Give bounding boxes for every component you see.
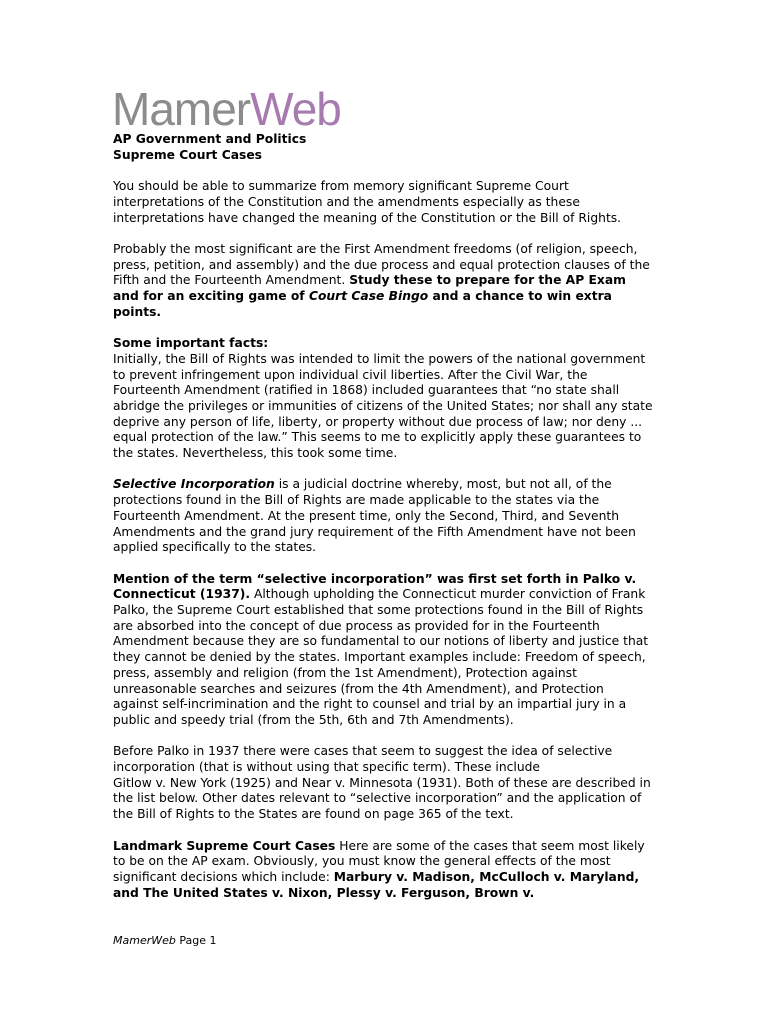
landmark-text: Here are some of the cases that seem most likely to be on the AP exam. Obviously, you must know the general effects of the most significant decisions which include: [113, 838, 645, 884]
title-line-2: Supreme Court Cases [113, 147, 263, 162]
selective-paragraph [113, 477, 653, 556]
court-case-bingo: Court Case Bingo [308, 289, 429, 303]
document-body [113, 132, 653, 901]
landmark-heading: Landmark Supreme Court Cases [113, 838, 336, 853]
palko-paragraph [113, 572, 653, 729]
document-title [113, 132, 653, 163]
footer-brand: MamerWeb [113, 934, 176, 947]
significant-bold-1: Study these to prepare for the AP Exam and for an exciting game of [113, 273, 626, 303]
before-text-1: Before Palko in 1937 there were cases that seem to suggest the idea of selective incorporation (that is without using that specific term). These include [113, 744, 613, 775]
facts-text: Initially, the Bill of Rights was intended to limit the powers of the national government to prevent infringement upon individual civil liberties. After the Civil War, the Fourteenth Amendment (ratified in 1868) included guarantees that “no state shall abridge the privileges or immunities of citizens of the United States; nor shall any state deprive any person of life, liberty, or property without due process of law; nor deny ... equal protection of the law.” This seems to me to explicitly apply these guarantees to the states. Nevertheless, this took some time. [113, 351, 653, 461]
selective-text: is a judicial doctrine whereby, most, but not all, of the protections found in the Bill of Rights are made applicable to the states via the Fourteenth Amendment. At the present time, only the Second, Third, and Seventh Amendments and the grand jury requirement of the Fifth Amendment have not been applied specifically to the states. [113, 477, 636, 555]
mamerweb-logo [112, 83, 341, 135]
significant-bold-2: and a chance to win extra points. [113, 289, 612, 319]
before-paragraph [113, 744, 653, 823]
palko-bold: Mention of the term “selective incorporation” was first set forth in Palko v. Connecticut (1937). [113, 571, 637, 602]
intro-paragraph: You should be able to summarize from memory significant Supreme Court interpretations of the Constitution and the amendments especially as these interpretations have changed the meaning of the Constitution or the Bill of Rights. [113, 179, 622, 225]
landmark-cases: Marbury v. Madison, McCulloch v. Maryland, and The United States v. Nixon, Plessy v. Ferguson, Brown v. [113, 869, 640, 900]
facts-heading: Some important facts: [113, 336, 269, 351]
logo-part-web: Web [250, 83, 341, 135]
landmark-paragraph [113, 839, 653, 902]
title-line-1: AP Government and Politics [113, 132, 307, 146]
significant-paragraph [113, 242, 653, 321]
logo-part-mamer: Mamer [112, 83, 251, 135]
before-text-2: Gitlow v. New York (1925) and Near v. Minnesota (1931). Both of these are described in the list below. Other dates relevant to “selective incorporation” and the application of the Bill of Rights to the States are found on page 365 of the text. [113, 775, 651, 822]
significant-text: Probably the most significant are the First Amendment freedoms (of religion, speech, press, petition, and assembly) and the due process and equal protection clauses of the Fifth and the Fourteenth Amendment. [113, 241, 650, 288]
selective-term: Selective Incorporation [113, 477, 275, 492]
palko-text: Although upholding the Connecticut murder conviction of Frank Palko, the Supreme Court established that some protections found in the Bill of Rights are absorbed into the concept of due process as provided for in the Fourteenth Amendment because they are so fundamental to our notions of liberty and justice that they cannot be denied by the states. Important examples include: Freedom of speech, press, assembly and religion (from the 1st Amendment), Protection against unreasonable searches and seizures (from the 4th Amendment), and Protection against self-incrimination and the right to counsel and trial by an impartial jury in a public and speedy trial (from the 5th, 6th and 7th Amendments). [113, 587, 649, 727]
page-footer [113, 934, 217, 947]
footer-page-number: Page 1 [175, 934, 217, 947]
facts-paragraph [113, 336, 653, 462]
